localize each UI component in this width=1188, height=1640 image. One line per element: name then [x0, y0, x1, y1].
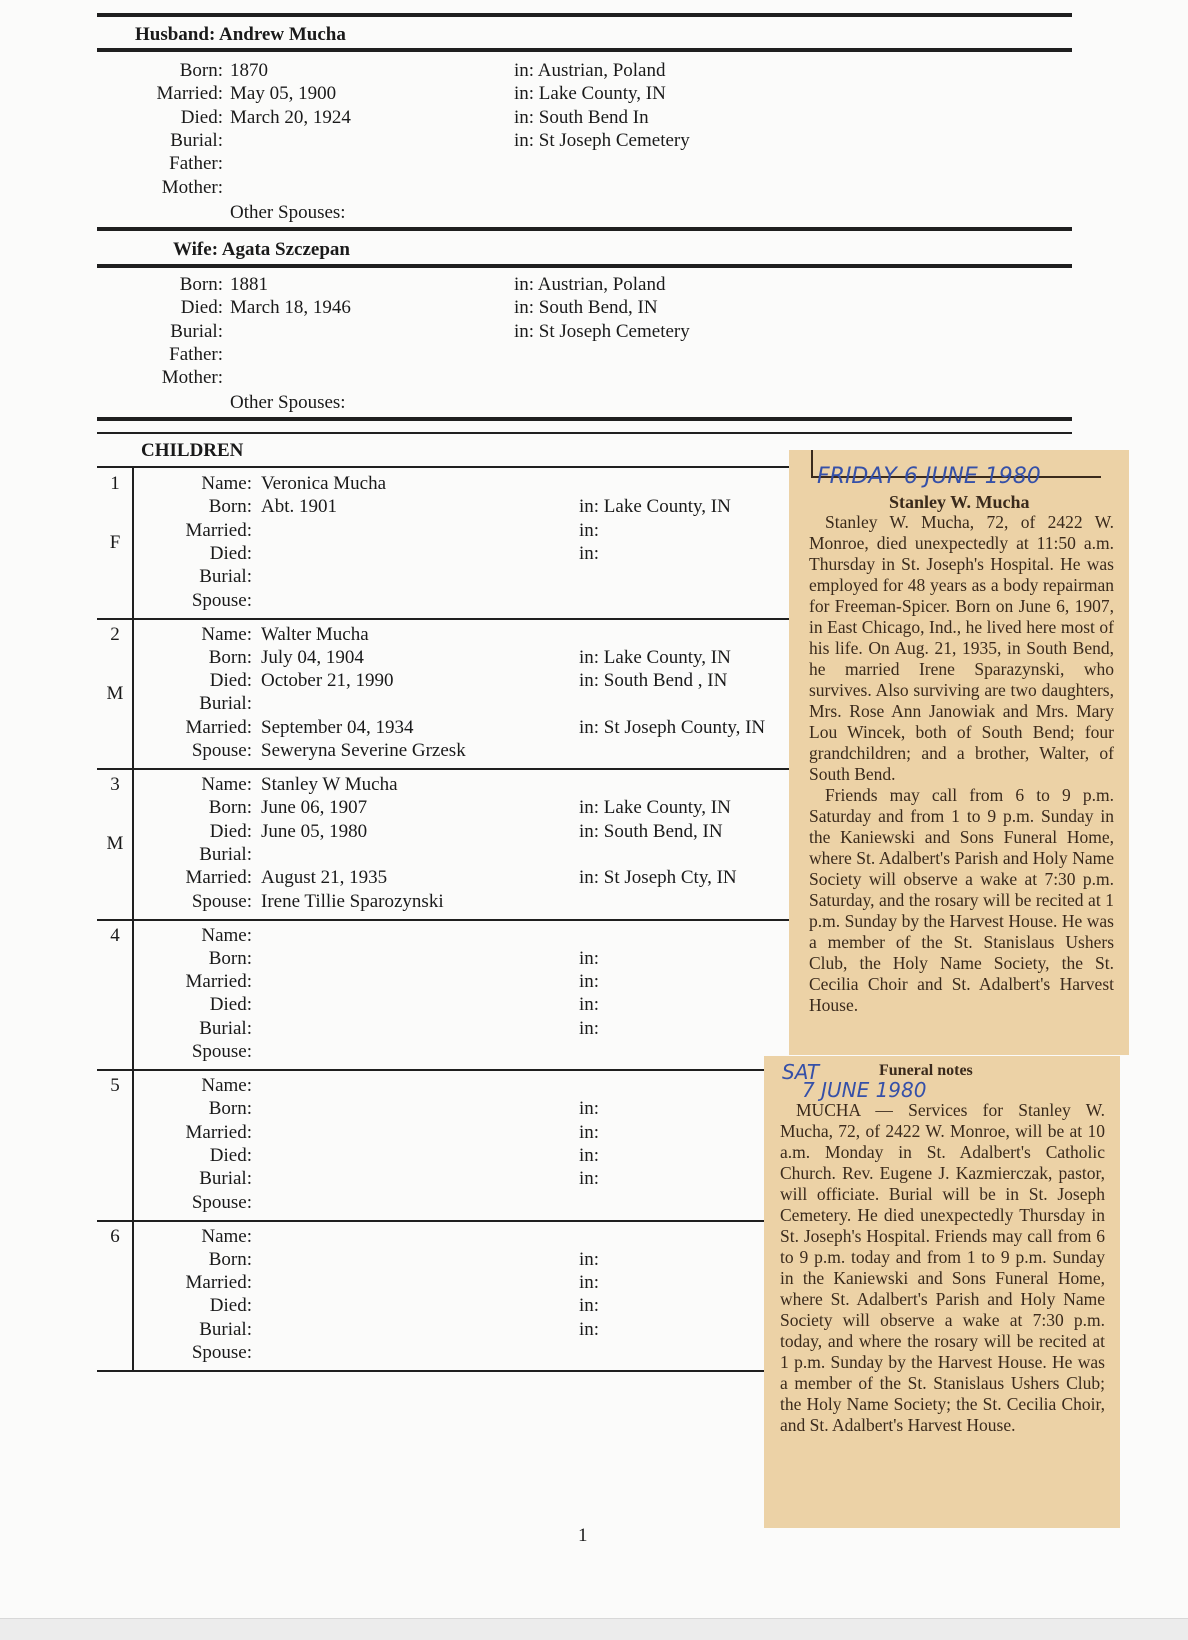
child-separator: [97, 1220, 797, 1222]
child-separator: [97, 1069, 797, 1071]
child-fact-label: Burial:: [199, 1318, 252, 1340]
children-thin-rule: [97, 432, 1072, 434]
child-fact-label: Spouse:: [191, 740, 252, 761]
handwritten-day: SAT: [782, 1060, 820, 1084]
clipping1-paragraph: Friends may call from 6 to 9 p.m. Saturday and from 1 to 9 p.m. Sunday in the Kaniewski and Sons Funeral Home, where St. Adalbert's Parish and Holy Name Society will observe a wake at 7:30 p.m. Saturday, and the rosary will be recited at 1 p.m. Sunday by the Harvest House. He was a member of the St. Stanislaus Ushers Club, the Holy Name Society, the St. Cecilia Choir and St. Adalbert's Harvest House.: [809, 785, 1114, 1015]
wife-fact-place: in: St Joseph Cemetery: [514, 320, 690, 342]
child-fact-value: July 04, 1904: [261, 646, 364, 668]
child-fact-place: in:: [579, 519, 600, 541]
child-separator: [97, 618, 797, 620]
child-fact-value: Veronica Mucha: [261, 473, 387, 494]
child-fact-label: Died:: [209, 820, 252, 842]
wife-name: Agata Szczepan: [221, 239, 350, 260]
child-fact-label: Name:: [201, 774, 252, 795]
husband-fact-place: in: Lake County, IN: [514, 83, 666, 105]
wife-fact-value: March 18, 1946: [230, 297, 351, 319]
obituary-headline: Stanley W. Mucha: [889, 492, 1030, 512]
child-fact-label: Burial:: [199, 843, 252, 865]
child-fact-label: Name:: [201, 473, 252, 494]
child-sex: M: [106, 833, 124, 854]
child-fact-place: in:: [579, 1168, 600, 1190]
child-fact-label: Married:: [185, 1272, 252, 1294]
wife-header: [173, 239, 350, 261]
child-fact-value: June 05, 1980: [261, 820, 368, 842]
husband-fact-label: Father:: [169, 153, 223, 175]
child-fact-value: June 06, 1907: [261, 797, 368, 819]
child-fact-place: in:: [579, 1272, 600, 1294]
husband-other-spouses: Other Spouses:: [230, 202, 346, 223]
child-fact-place: in: St Joseph Cty, IN: [579, 867, 737, 889]
husband-fact-label: Mother:: [161, 176, 223, 198]
child-fact-label: Married:: [185, 519, 252, 541]
child-fact-label: Burial:: [199, 1017, 252, 1039]
child-fact-label: Spouse:: [191, 890, 252, 912]
child-fact-label: Died:: [209, 994, 252, 1016]
child-number: 1: [110, 473, 120, 494]
child-fact-label: Name:: [201, 623, 252, 645]
child-fact-value: October 21, 1990: [261, 670, 394, 692]
wife-rule: [97, 264, 1072, 268]
child-fact-label: Born:: [208, 947, 252, 969]
child-fact-label: Born:: [208, 797, 252, 819]
child-fact-label: Spouse:: [191, 589, 252, 611]
husband-fact-place: in: Austrian, Poland: [514, 60, 666, 81]
child-fact-place: in:: [579, 947, 600, 969]
husband-fact-place: in: St Joseph Cemetery: [514, 129, 690, 151]
wife-other-spouses: Other Spouses:: [230, 392, 346, 413]
child-fact-label: Married:: [185, 867, 252, 889]
husband-fact-place: in: South Bend In: [514, 106, 649, 128]
child-sex: F: [109, 532, 121, 553]
child-fact-value: Stanley W Mucha: [261, 774, 398, 795]
child-fact-value: Seweryna Severine Grzesk: [261, 740, 466, 761]
page-number: 1: [578, 1525, 588, 1546]
child-fact-place: in:: [579, 1318, 600, 1340]
wife-fact-place: in: South Bend, IN: [514, 297, 658, 319]
wife-fact-label: Mother:: [161, 367, 223, 389]
child-number: 3: [110, 774, 120, 795]
child-fact-value: September 04, 1934: [261, 716, 414, 738]
clipping-mark: [811, 450, 813, 478]
child-fact-label: Died:: [209, 670, 252, 692]
husband-name: Andrew Mucha: [218, 24, 346, 45]
child-fact-label: Died:: [209, 542, 252, 564]
husband-header-label: Husband:: [135, 24, 216, 45]
child-fact-place: in:: [579, 1098, 600, 1120]
child-fact-label: Died:: [209, 1295, 252, 1317]
child-fact-label: Married:: [185, 1121, 252, 1143]
child-fact-label: Born:: [208, 646, 252, 668]
child-fact-place: in:: [579, 994, 600, 1016]
husband-fact-value: May 05, 1900: [230, 83, 337, 105]
clipping2-paragraph: MUCHA — Services for Stanley W. Mucha, 72, of 2422 W. Monroe, will be at 10 a.m. Monday in St. Adalbert's Catholic Church. Rev. Eugene J. Kazmierczak, pastor, will officiate. Burial will be in St. Joseph Cemetery. He died unexpectedly Thursday in St. Joseph's Hospital. Friends may call from 6 to 9 p.m. today and from 1 to 9 p.m. Sunday in the Kaniewski and Sons Funeral Home, where St. Adalbert's Parish and Holy Name Society will observe a wake at 7:30 p.m. today, and where the rosary will be recited at 1 p.m. Sunday by the Harvest House. He was a member of the St. Stanislaus Ushers Club; the Holy Name Society; the St. Cecilia Choir, and St. Adalbert's Harvest House.: [780, 1100, 1105, 1435]
child-fact-label: Name:: [201, 924, 252, 946]
child-fact-place: in: Lake County, IN: [579, 797, 731, 819]
wife-top-rule: [97, 227, 1072, 231]
child-separator: [97, 919, 797, 921]
husband-fact-label: Born:: [179, 60, 223, 81]
child-number: 6: [110, 1225, 120, 1247]
child-fact-place: in:: [579, 1017, 600, 1039]
husband-fact-label: Married:: [156, 83, 223, 105]
child-fact-place: in: Lake County, IN: [579, 646, 731, 668]
child-fact-label: Died:: [209, 1144, 252, 1166]
husband-header: [135, 24, 346, 46]
child-fact-place: in: St Joseph County, IN: [579, 716, 766, 738]
child-fact-label: Burial:: [199, 693, 252, 715]
husband-fact-label: Died:: [180, 106, 223, 128]
child-fact-place: in:: [579, 1144, 600, 1166]
funeral-notes-headline: Funeral notes: [879, 1062, 973, 1079]
child-fact-value: Irene Tillie Sparozynski: [261, 890, 444, 912]
child-fact-label: Born:: [208, 1098, 252, 1120]
child-fact-place: in:: [579, 1295, 600, 1317]
child-fact-label: Spouse:: [191, 1342, 252, 1363]
child-fact-label: Spouse:: [191, 1041, 252, 1062]
child-fact-value: Abt. 1901: [261, 496, 337, 518]
obituary-text: [809, 512, 1114, 1016]
funeral-notes-text: [780, 1100, 1105, 1436]
child-fact-place: in:: [579, 971, 600, 993]
child-fact-place: in:: [579, 1248, 600, 1270]
child-fact-label: Name:: [201, 1225, 252, 1247]
child-fact-label: Name:: [201, 1075, 252, 1096]
child-fact-label: Burial:: [199, 566, 252, 588]
children-bottom-rule: [97, 1370, 777, 1372]
children-header-rule: [97, 466, 797, 468]
handwritten-date-2: 7 JUNE 1980: [802, 1078, 927, 1102]
child-separator: [97, 768, 797, 770]
clipping1-paragraph: Stanley W. Mucha, 72, of 2422 W. Monroe, died unexpectedly at 11:50 a.m. Thursday in St. Joseph's Hospital. He was employed for 48 years as a body repairman for Freeman-Spicer. Born on June 6, 1907, in East Chicago, Ind., he lived here most of his life. On Aug. 21, 1935, in South Bend, he married Irene Sparazynski, who survives. Also surviving are two daughters, Mrs. Rose Ann Janowiak and Mrs. Mary Lou Wincek, both of South Bend; four grandchildren; and a brother, Walter, of South Bend.: [809, 512, 1114, 784]
child-sex: M: [106, 682, 124, 704]
wife-fact-label: Burial:: [170, 320, 223, 342]
child-fact-place: in: Lake County, IN: [579, 496, 731, 518]
handwritten-date-1: FRIDAY 6 JUNE 1980: [817, 464, 1041, 489]
wife-fact-place: in: Austrian, Poland: [514, 274, 666, 295]
funeral-notes-clipping: [764, 1056, 1120, 1528]
child-fact-label: Spouse:: [191, 1191, 252, 1213]
child-fact-value: Walter Mucha: [261, 623, 369, 645]
child-number: 4: [110, 924, 120, 946]
wife-fact-label: Died:: [180, 297, 223, 319]
child-fact-label: Born:: [208, 496, 252, 518]
children-header: CHILDREN: [141, 440, 244, 461]
scan-edge: [0, 1618, 1188, 1640]
child-fact-value: August 21, 1935: [261, 867, 388, 889]
child-fact-label: Married:: [185, 716, 252, 738]
obituary-clipping: [789, 450, 1129, 1055]
wife-fact-value: 1881: [230, 274, 268, 295]
child-fact-label: Burial:: [199, 1168, 252, 1190]
child-number: 5: [110, 1075, 120, 1096]
top-rule: [97, 13, 1072, 17]
child-fact-place: in:: [579, 1121, 600, 1143]
wife-fact-label: Father:: [169, 343, 223, 365]
child-fact-label: Born:: [208, 1248, 252, 1270]
children-top-rule: [97, 417, 1072, 421]
child-number: 2: [110, 623, 120, 645]
husband-rule: [97, 48, 1072, 52]
husband-fact-label: Burial:: [170, 129, 223, 151]
wife-fact-label: Born:: [179, 274, 223, 295]
child-fact-place: in: South Bend , IN: [579, 670, 728, 692]
husband-fact-value: 1870: [230, 60, 268, 81]
child-fact-place: in:: [579, 542, 600, 564]
husband-fact-value: March 20, 1924: [230, 106, 351, 128]
child-fact-label: Married:: [185, 971, 252, 993]
wife-header-label: Wife:: [173, 239, 219, 260]
child-fact-place: in: South Bend, IN: [579, 820, 723, 842]
